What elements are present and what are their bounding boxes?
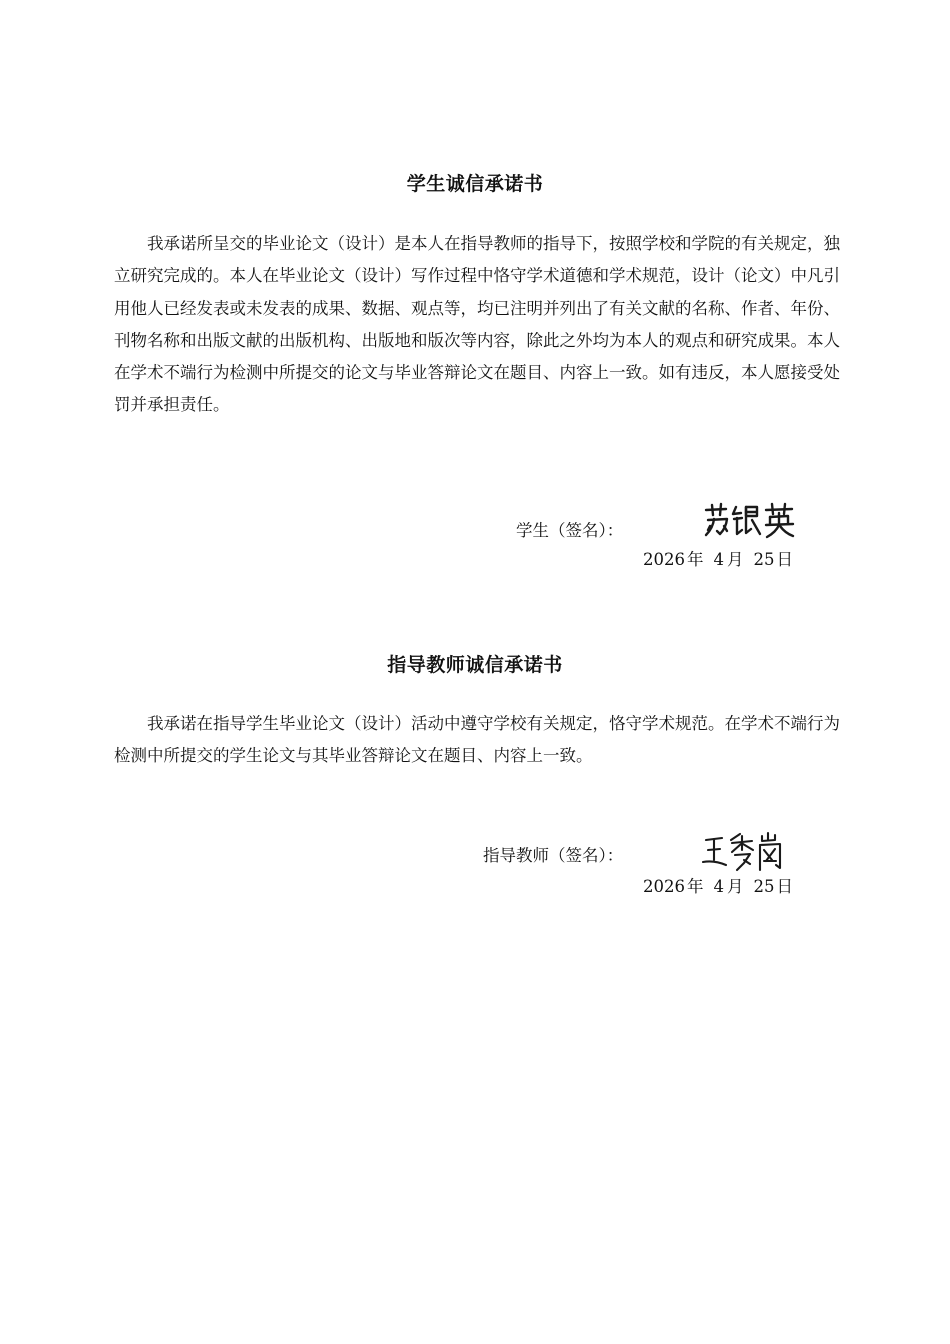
advisor-date-month-unit: 月 bbox=[727, 877, 744, 896]
advisor-date-day-unit: 日 bbox=[776, 877, 793, 896]
student-date-day-unit: 日 bbox=[776, 550, 793, 569]
advisor-date-day: 25 bbox=[753, 877, 775, 896]
advisor-pledge-body: 我承诺在指导学生毕业论文（设计）活动中遵守学校有关规定，恪守学术规范。在学术不端行为检测中所提交的学生论文与其毕业答辩论文在题目、内容上一致。 bbox=[114, 714, 840, 766]
student-pledge-body: 我承诺所呈交的毕业论文（设计）是本人在指导教师的指导下，按照学校和学院的有关规定，独立研究完成的。本人在毕业论文（设计）写作过程中恪守学术道德和学术规范，设计（论文）中凡引用他人已经发表或未发表的成果、数据、观点等，均已注明并列出了有关文献的名称、作者、年份、刊物名称和出版文献的出版机构、出版地和版次等内容，除此之外均为本人的观点和研究成果。本人在学术不端行为检测中所提交的论文与毕业答辩论文在题目、内容上一致。如有违反，本人愿接受处罚并承担责任。 bbox=[114, 234, 840, 415]
advisor-handwritten-signature bbox=[700, 830, 796, 874]
student-date-month: 4 bbox=[713, 550, 724, 569]
advisor-date bbox=[643, 873, 793, 897]
student-signature-image bbox=[700, 500, 796, 542]
student-pledge-title: 学生诚信承诺书 bbox=[406, 173, 544, 195]
student-date-month-unit: 月 bbox=[727, 550, 744, 569]
advisor-date-year-unit: 年 bbox=[687, 877, 704, 896]
student-signature-label: 学生（签名）： bbox=[516, 521, 624, 540]
student-handwritten-signature bbox=[700, 500, 796, 542]
advisor-signature-label: 指导教师（签名）： bbox=[483, 846, 624, 865]
advisor-pledge-title: 指导教师诚信承诺书 bbox=[387, 654, 563, 676]
student-date bbox=[643, 546, 793, 570]
advisor-date-year: 2026 bbox=[643, 877, 685, 896]
student-date-year: 2026 bbox=[643, 550, 685, 569]
student-date-year-unit: 年 bbox=[687, 550, 704, 569]
advisor-signature-image bbox=[700, 830, 796, 874]
advisor-date-month: 4 bbox=[713, 877, 724, 896]
student-date-day: 25 bbox=[753, 550, 775, 569]
